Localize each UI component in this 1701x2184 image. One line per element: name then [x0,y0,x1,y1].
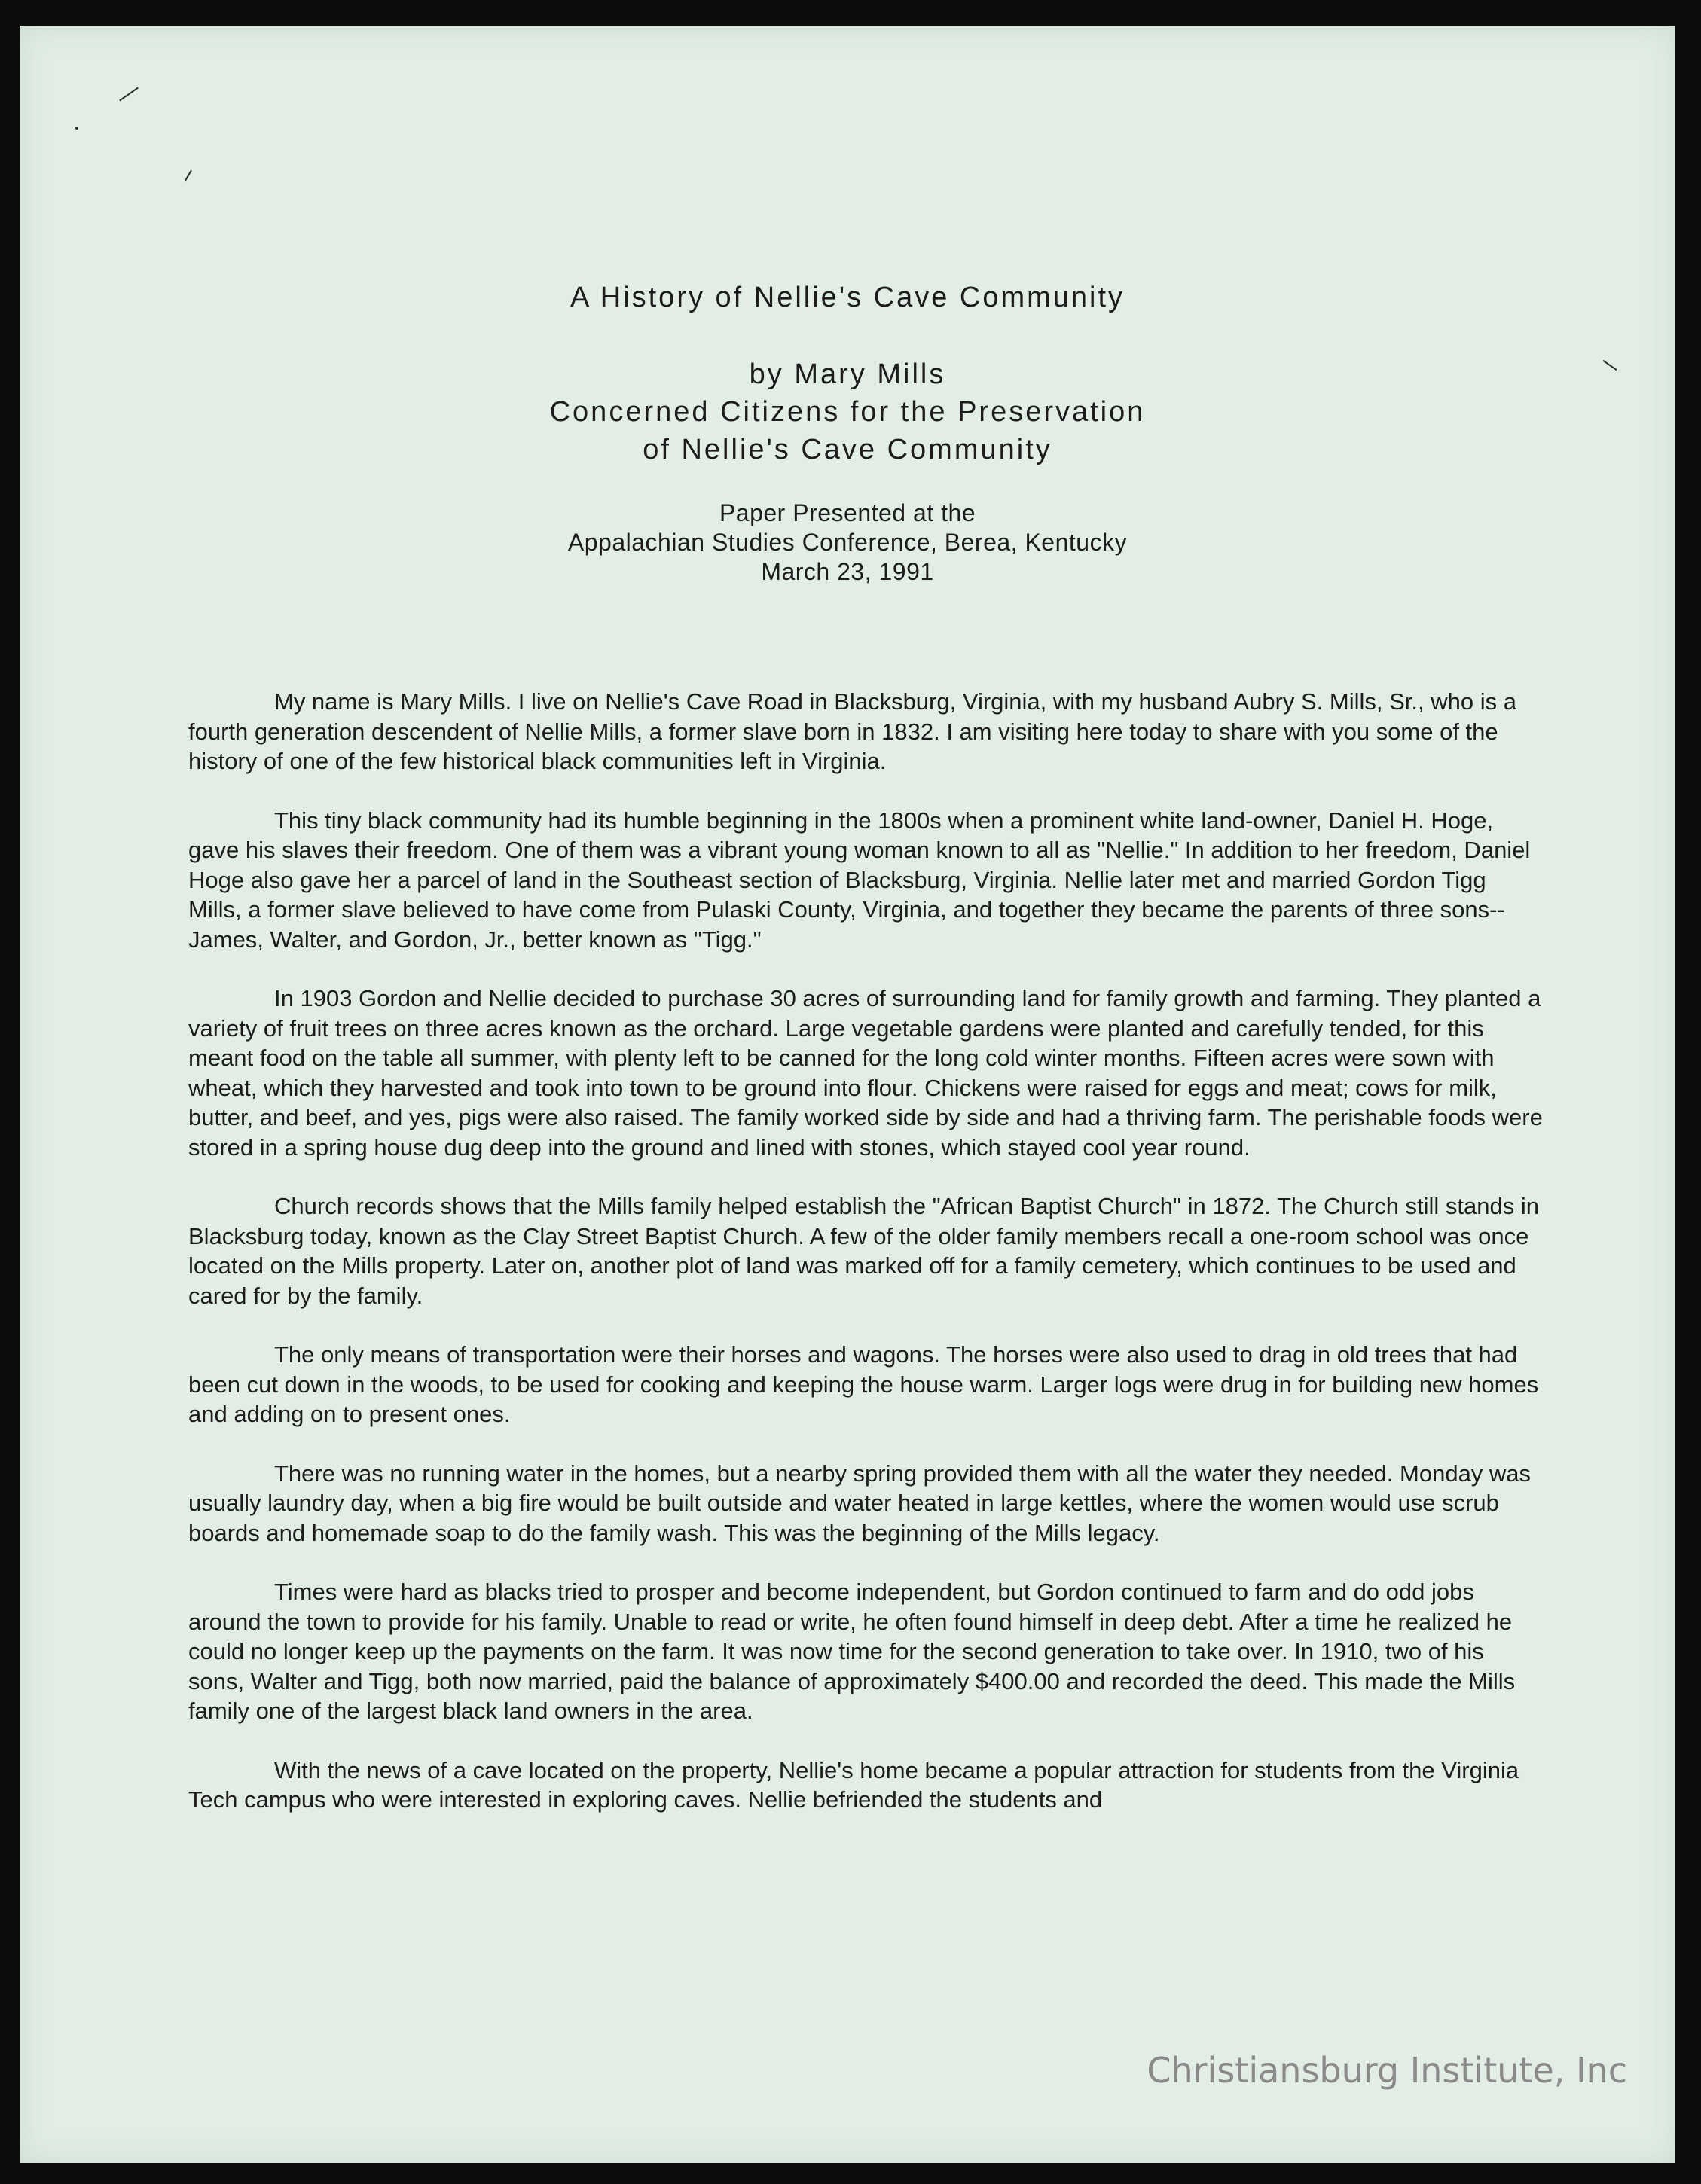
organization-line-2: of Nellie's Cave Community [643,434,1052,465]
paragraph: With the news of a cave located on the property, Nellie's home became a popular attraction for students from the Virginia Tech campus who were interested in exploring caves. Nellie befriended the students and [188,1756,1519,1813]
author-line: by Mary Mills [749,358,946,390]
watermark: Christiansburg Institute, Inc [1147,2050,1627,2091]
paragraph: This tiny black community had its humble beginning in the 1800s when a prominent white land-owner, Daniel H. Hoge, gave his slaves their freedom. One of them was a vibrant young woman known to all as "Nellie." In addition to her freedom, Daniel Hoge also gave her a parcel of land in the Southeast section of Blacksburg, Virginia. Nellie later met and married Gordon Tigg Mills, a former slave believed to have come from Pulaski County, Virginia, and together they became the parents of three sons--James, Walter, and Gordon, Jr., better known as "Tigg." [188,807,1531,953]
paragraph: In 1903 Gordon and Nellie decided to purchase 30 acres of surrounding land for family growth and farming. They planted a variety of fruit trees on three acres known as the orchard. Large vegetable gardens were planted and carefully tended, for this meant food on the table all summer, with plenty left to be canned for the long cold winter months. Fifteen acres were sown with wheat, which they harvested and took into town to be ground into flour. Chickens were raised for eggs and meat; cows for milk, butter, and beef, and yes, pigs were also raised. The family worked side by side and had a thriving farm. The perishable foods were stored in a spring house dug deep into the ground and lined with stones, which stayed cool year round. [188,985,1543,1161]
body-text [188,687,1544,1844]
conference-line: Appalachian Studies Conference, Berea, Kentucky [567,529,1128,556]
pen-mark [75,127,78,130]
organization-line-1: Concerned Citizens for the Preservation [549,396,1146,428]
document-page [20,26,1675,2163]
author-block [20,355,1675,468]
presentation-block [20,499,1675,587]
paragraph: Times were hard as blacks tried to prosper and become independent, but Gordon continued to farm and do odd jobs around the town to provide for his family. Unable to read or write, he often found himself in deep debt. After a time he realized he could no longer keep up the payments on the farm. It was now time for the second generation to take over. In 1910, two of his sons, Walter and Tigg, both now married, paid the balance of approximately $400.00 and recorded the deed. This made the Mills family one of the largest black land owners in the area. [188,1579,1516,1724]
document-title: A History of Nellie's Cave Community [570,282,1125,313]
paragraph: The only means of transportation were their horses and wagons. The horses were also used to drag in old trees that had been cut down in the woods, to be used for cooking and keeping the house warm. Larger logs were drug in for building new homes and adding on to present ones. [188,1341,1539,1427]
pen-mark [185,170,192,181]
paragraph: My name is Mary Mills. I live on Nellie's Cave Road in Blacksburg, Virginia, with my husband Aubry S. Mills, Sr., who is a fourth generation descendent of Nellie Mills, a former slave born in 1832. I am visiting here today to share with you some of the history of one of the few historical black communities left in Virginia. [188,688,1516,774]
paragraph: Church records shows that the Mills family helped establish the "African Baptist Church" in 1872. The Church still stands in Blacksburg today, known as the Clay Street Baptist Church. A few of the older family members recall a one-room school was once located on the Mills property. Later on, another plot of land was marked off for a family cemetery, which continues to be used and cared for by the family. [188,1193,1540,1309]
date-line: March 23, 1991 [761,558,934,585]
presented-line: Paper Presented at the [719,499,976,526]
paragraph: There was no running water in the homes, but a nearby spring provided them with all the water they needed. Monday was usually laundry day, when a big fire would be built outside and water heated in large kettles, where the women would use scrub boards and homemade soap to do the family wash. This was the beginning of the Mills legacy. [188,1460,1532,1546]
pen-mark [119,87,139,102]
